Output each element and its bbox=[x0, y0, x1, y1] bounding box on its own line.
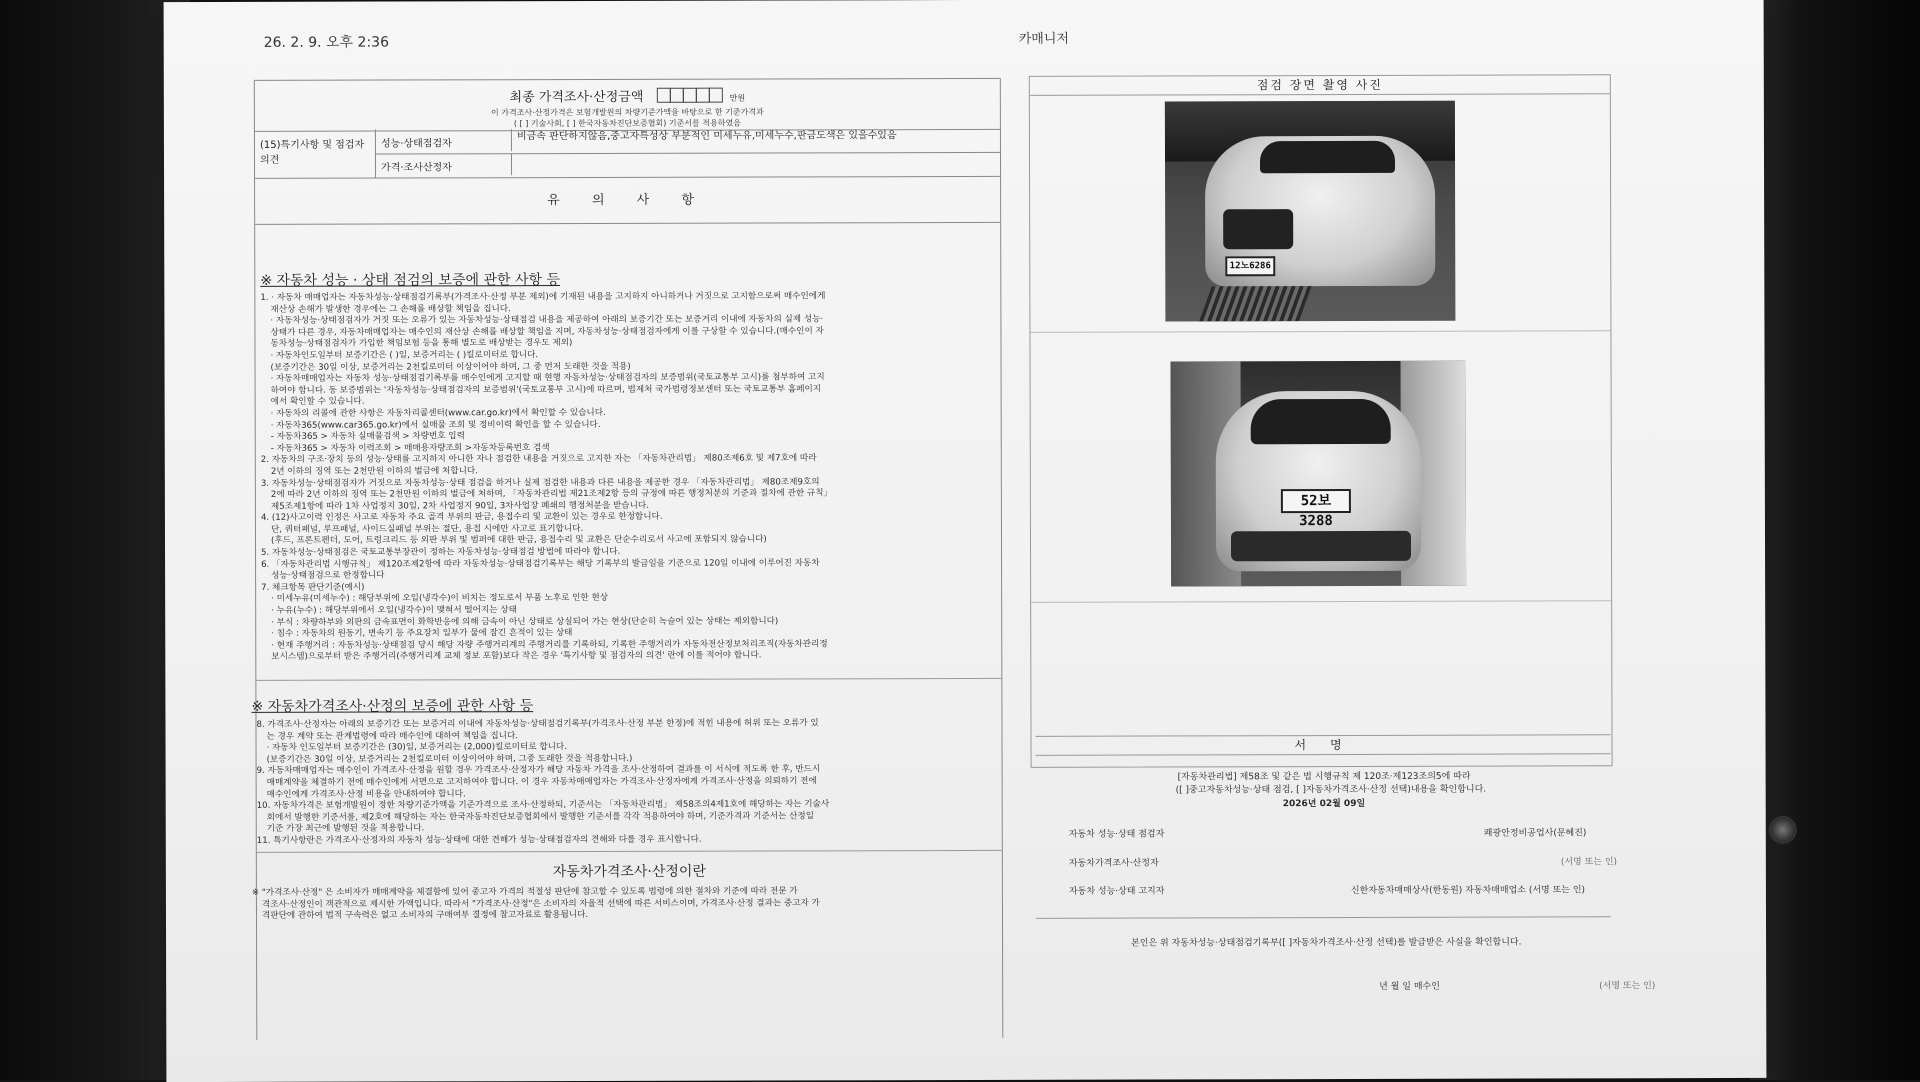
opinion-row-appraiser bbox=[375, 152, 1001, 178]
body-line: (보증기간은 30일 이상, 보증거리는 2천킬로미터 이상이어야 하며, 그중 도래한 것을 적용합니다.) bbox=[266, 753, 633, 765]
body-line: 11. 특기사항란은 가격조사·산정자의 자동차 성능·상태에 대한 견해가 성능·상태점검자의 견해와 다를 경우 표시합니다. bbox=[256, 834, 702, 846]
body-line: 7. 체크항목 판단기준(예시) bbox=[261, 582, 365, 593]
car-rear-photo bbox=[1171, 361, 1467, 587]
buyer-sign-hint: (서명 또는 인) bbox=[1599, 981, 1656, 992]
body-line: 에서 확인할 수 있습니다. bbox=[270, 396, 365, 408]
section-divider bbox=[257, 850, 1002, 853]
body-line: - 자동차365 > 자동차 실매물검색 > 차량번호 입력 bbox=[270, 431, 465, 442]
body-line: 9. 자동차매매업자는 매수인이 가격조사·산정을 원할 경우 가격조사·산정자가 해당 자동차 가격을 조사·산정하여 결과를 이 서식에 적도록 한 후, 반드시 bbox=[256, 764, 821, 777]
final-price-note-2: ( [ ] 기술사회, [ ] 한국자동차진단보증협회) 기준서를 적용하였음 bbox=[513, 118, 741, 129]
section-price-guarantee-title: ※ 자동차가격조사·산정의 보증에 관한 사항 등 bbox=[251, 698, 534, 715]
section-performance-title: ※ 자동차 성능 · 상태 점검의 보증에 관한 사항 등 bbox=[260, 272, 561, 289]
photo-panel bbox=[1029, 74, 1613, 768]
body-line: 1. · 자동차 매매업자는 자동차성능·상태점검기록부(가격조사·산정 부분 제외)에 기재된 내용을 고지하지 아니하거나 거짓으로 고지함으로써 매수인에게 bbox=[260, 291, 826, 303]
section-divider bbox=[256, 678, 1001, 681]
signature-heading: 서 명 bbox=[1036, 734, 1611, 756]
body-line: 회에서 발행한 기준서를, 제2호에 해당하는 자는 한국자동차진단보증협회에서 발행한 기준서를 각각 적용하여야 하며, 기준가격과 기준서는 산정일 bbox=[266, 811, 815, 823]
opinion-row-inspector bbox=[375, 128, 1001, 155]
body-line: · 누유(누수) : 해당부위에서 오일(냉각수)이 맺혀서 떨어지는 상태 bbox=[271, 605, 517, 616]
body-line: · 침수 : 자동차의 원동기, 변속기 등 주요장치 일부가 물에 잠긴 흔적이 있는 상태 bbox=[271, 628, 573, 640]
body-line: (보증기간은 30일 이상, 보증거리는 2천킬로미터 이상이어야 하며, 그 중 먼저 도래한 것을 적용) bbox=[270, 361, 631, 373]
body-line: · 자동차의 리콜에 관한 사항은 자동차리콜센터(www.car.go.kr)에서 확인할 수 있습니다. bbox=[270, 407, 606, 419]
body-line: · 현재 주행거리 : 자동차성능·상태점검 당시 해당 자량 주행거리계의 주행거리를 기록하되, 기록한 주행거리가 자동차전산정보처리조직(자동차관리정 bbox=[271, 639, 828, 651]
body-line: 보시스템)으로부터 받은 주행거리(주행거리계 교체 정보 포함)보다 작은 경우 '특기사항 및 점검자의 의견' 란에 이를 적어야 합니다. bbox=[271, 650, 762, 663]
body-line: 2에 따라 2년 이하의 징역 또는 2천만원 이하의 벌금에 처하며, 「자동차관리법 제21조제2항 등의 규정에 따른 행정처분의 기준과 절차에 관한 규칙」 bbox=[270, 488, 833, 500]
role-inspector-label: 자동차 성능·상태 점검자 bbox=[1068, 829, 1165, 840]
body-line: · 자동차성능·상태점검자가 거짓 또는 오류가 있는 자동차성능·상태점검 내용을 제공하여 아래의 보증기간 또는 보증거리 이내에 자동차의 실제 성능· bbox=[270, 314, 824, 327]
body-line: 는 경우 계약 또는 관계법령에 따라 매수인에 대하여 책임을 집니다. bbox=[266, 730, 518, 742]
camera-background-left bbox=[0, 0, 190, 1080]
body-line: 8. 가격조사·산정자는 아래의 보증기간 또는 보증거리 이내에 자동차성능·상태점검기록부(가격조사·산정 부분 한정)에 적힌 내용에 허위 또는 오류가 있 bbox=[256, 718, 819, 730]
body-line: · 자동차매매업자는 자동차 성능·상태점검기록부를 매수인에게 고지할 때 현행 자동차성능·상태점검자의 보증범위(국토교통부 고시)를 첨부하여 고지 bbox=[270, 372, 825, 384]
body-line: 매수인에게 가격조사·산정 비용을 안내하여야 합니다. bbox=[266, 788, 466, 800]
section-price-definition-body bbox=[252, 886, 992, 923]
photo-panel-title: 점검 장면 촬영 사진 bbox=[1030, 75, 1610, 96]
final-price-note-1: 이 가격조사·산정가격은 보험개발원의 차량기준가액을 바탕으로 한 기준가격과 bbox=[490, 107, 764, 118]
body-line: 동차성능·상태점검자가 가입한 책임보험 등을 통해 별도로 배상받는 경우도 제외) bbox=[270, 338, 573, 350]
receipt-confirmation: 본인은 위 자동차성능·상태점검기록부([ ]자동차가격조사·산정 선택)를 발급받은 사실을 확인합니다. bbox=[1131, 937, 1522, 949]
opinion-inspector-key: 성능·상태점검자 bbox=[380, 138, 452, 150]
company-seal-icon bbox=[1769, 816, 1797, 844]
opinion-appraiser-value bbox=[511, 152, 997, 175]
body-line: 매매계약을 체결하기 전에 매수인에게 서면으로 고지하여야 합니다. 이 경우 자동차매매업자는 가격조사·산정자에게 가격조사·산정을 의뢰하기 전에 bbox=[266, 776, 817, 788]
body-line: ※ "가격조사·산정" 은 소비자가 매매계약을 체결함에 있어 중고자 가격의 적절성 판단에 참고할 수 있도록 법령에 의한 절차와 기준에 따라 전문 가 bbox=[251, 886, 798, 898]
body-line: 단, 쿼터패널, 루프패널, 사이드실패널 부위는 절단, 용접 시에만 사고로 표기합니다. bbox=[270, 523, 584, 535]
body-line: 4. (12)사고이력 인정은 사고로 자동차 주요 골격 부위의 판금, 용접수리 및 교환이 있는 경우로 한정합니다. bbox=[260, 512, 663, 524]
body-line: 2년 이하의 징역 또는 2천만원 이하의 벌금에 처합니다. bbox=[270, 466, 478, 477]
body-line: · 자동차 인도일부터 보증기간은 (30)일, 보증거리는 (2,000)킬로미터로 합니다. bbox=[266, 742, 567, 754]
signature-legal-line-2: ([ ]중고자동차성능·상태 점검, [ ]자동차가격조사·산정 선택)내용을 확인합니다. bbox=[1175, 784, 1487, 796]
role-notifier-value: 신한자동차매매상사(한동원) 자동차매매업소 (서명 또는 인) bbox=[1350, 885, 1586, 896]
role-appraiser-label: 자동차가격조사·산정자 bbox=[1068, 858, 1159, 869]
body-line: 10. 자동차가격은 보험개발원이 정한 차량기준가액을 기준가격으로 조사·산정하되, 기준서는 「자동차관리법」 제58조의4제1호에 해당하는 자는 기술사 bbox=[256, 799, 830, 812]
role-inspector-value: 쾌광안정비공업사(문혜진) bbox=[1483, 828, 1587, 839]
role-appraiser-sign-hint: (서명 또는 인) bbox=[1560, 857, 1618, 868]
body-line: · 자동차인도일부터 보증기간은 ( )일, 보증거리는 ( )킬로미터로 합니다. bbox=[270, 350, 539, 361]
body-line: · 미세누유(미세누수) : 해당부위에 오일(냉각수)이 비치는 정도로서 부품 노후로 인한 현상 bbox=[271, 593, 609, 605]
notice-heading: 유 의 사 항 bbox=[255, 178, 1000, 225]
body-line: · 부식 : 차량하부와 외판의 금속표면이 화학반응에 의해 금속이 아닌 상태로 상실되어 가는 현상(단순히 녹슬어 있는 상태는 제외합니다) bbox=[271, 616, 779, 628]
body-line: 3. 자동차성능·상태점검자가 거짓으로 자동차성능·상태 점검을 하거나 실제 점검한 내용과 다른 내용을 제공한 경우 「자동차관리법」 제80조제9호의 bbox=[260, 476, 820, 489]
role-notifier-label: 자동차 성능·상태 고지자 bbox=[1068, 886, 1165, 897]
buyer-date-line: 년 월 일 매수인 bbox=[1379, 981, 1440, 992]
opinion-label: (15)특기사항 및 점검자 의견 bbox=[259, 139, 365, 166]
front-plate: 12노6286 bbox=[1225, 256, 1275, 276]
body-line: (후드, 프론트펜더, 도어, 트렁크리드 등 외판 부위 및 범퍼에 대한 판금, 용접수리 및 교환은 단순수리로서 사고에 포함되지 않습니다) bbox=[270, 534, 767, 547]
body-line: · 자동차365(www.car365.go.kr)에서 실매물 조회 및 정비이력 확인을 할 수 있습니다. bbox=[270, 419, 601, 431]
body-line: 재산상 손해가 발생한 경우에는 그 손해를 배상할 책임을 집니다. bbox=[270, 303, 511, 315]
print-timestamp: 26. 2. 9. 오후 2:36 bbox=[263, 34, 389, 51]
body-line: 하여야 합니다. 동 보증범위는 '자동차성능·상태점검자의 보증범위'(국토교통부 고시)에 따르며, 법제처 국가법령정보센터 또는 국토교통부 홈페이지 bbox=[270, 384, 822, 396]
camera-background-right bbox=[1750, 0, 1920, 1080]
price-digit-boxes bbox=[658, 88, 723, 107]
body-line: 성능·상태점검으로 한정합니다 bbox=[271, 570, 385, 582]
section-price-guarantee-body bbox=[256, 718, 996, 847]
body-line: 기준 가장 최근에 발행된 것을 적용합니다. bbox=[266, 823, 425, 835]
body-line: - 자동차365 > 자동차 이력조회 > 매매용자량조회 >자동차등록번호 검색 bbox=[270, 442, 550, 454]
car-front-photo bbox=[1165, 101, 1456, 322]
signature-date: 2026년 02월 09일 bbox=[1282, 798, 1366, 810]
body-line: 격판단에 관하여 법적 구속력은 없고 소비자의 구매여부 결정에 참고자료로 활용됩니다. bbox=[261, 910, 589, 922]
final-price-box bbox=[255, 78, 1000, 132]
body-line: 제5조제1항에 따라 1차 사업정지 30일, 2차 사업정지 90일, 3차사업장 폐쇄의 행정처분을 받습니다. bbox=[270, 500, 649, 512]
final-price-title: 최종 가격조사·산정금액 bbox=[509, 89, 644, 106]
body-line: 격조사·산정인이 객관적으로 제시한 가액입니다. 따라서 "가격조사·산정"은 소비자의 자율적 선택에 따른 서비스이며, 가격조사·산정 결과는 중고자 가 bbox=[261, 897, 820, 910]
site-title: 카매니저 bbox=[1018, 31, 1069, 47]
section-price-definition-title: 자동차가격조사·산정이란 bbox=[552, 863, 706, 881]
opinion-table bbox=[255, 128, 1000, 179]
body-line: 6. 「자동차관리법 시행규칙」 제120조제2항에 따라 자동차성능·상태점검기록부는 해당 기록부의 발급일을 기준으로 120일 이내에 이루어진 자동차 bbox=[261, 558, 820, 570]
section-performance-body bbox=[260, 291, 996, 664]
body-line: 상태가 다른 경우, 자동차매매업자는 매수인의 재산상 손해를 배상할 책임을 지며, 자동차성능·상태점검자에게 이를 구상할 수 있습니다.(매수인이 자 bbox=[270, 326, 824, 338]
opinion-inspector-value: 비금속 판단하지않음,중고자특성상 부분적인 미세누유,미세누수,판금도색은 있을수있음 bbox=[511, 128, 997, 151]
opinion-appraiser-key: 가격·조사산정자 bbox=[381, 162, 452, 174]
rear-plate: 52보 3288 bbox=[1281, 489, 1351, 513]
signature-legal-line-1: [자동차관리법] 제58조 및 같은 법 시행규칙 제 120조·제123조의5에 따라 bbox=[1177, 771, 1471, 783]
document-page bbox=[164, 0, 1767, 1082]
price-unit: 만원 bbox=[729, 93, 746, 103]
body-line: 2. 자동차의 구조·장치 등의 성능·상태를 고지하지 아니한 자나 점검한 내용을 거짓으로 고지한 자는 「자동차관리법」 제80조제6호 및 제7호에 따라 bbox=[260, 453, 817, 466]
notice-column bbox=[251, 78, 1004, 1040]
body-line: 5. 자동차성능·상태점검은 국토교통부장관이 정하는 자동차성능·상태점검 방법에 따라야 합니다. bbox=[261, 546, 621, 558]
